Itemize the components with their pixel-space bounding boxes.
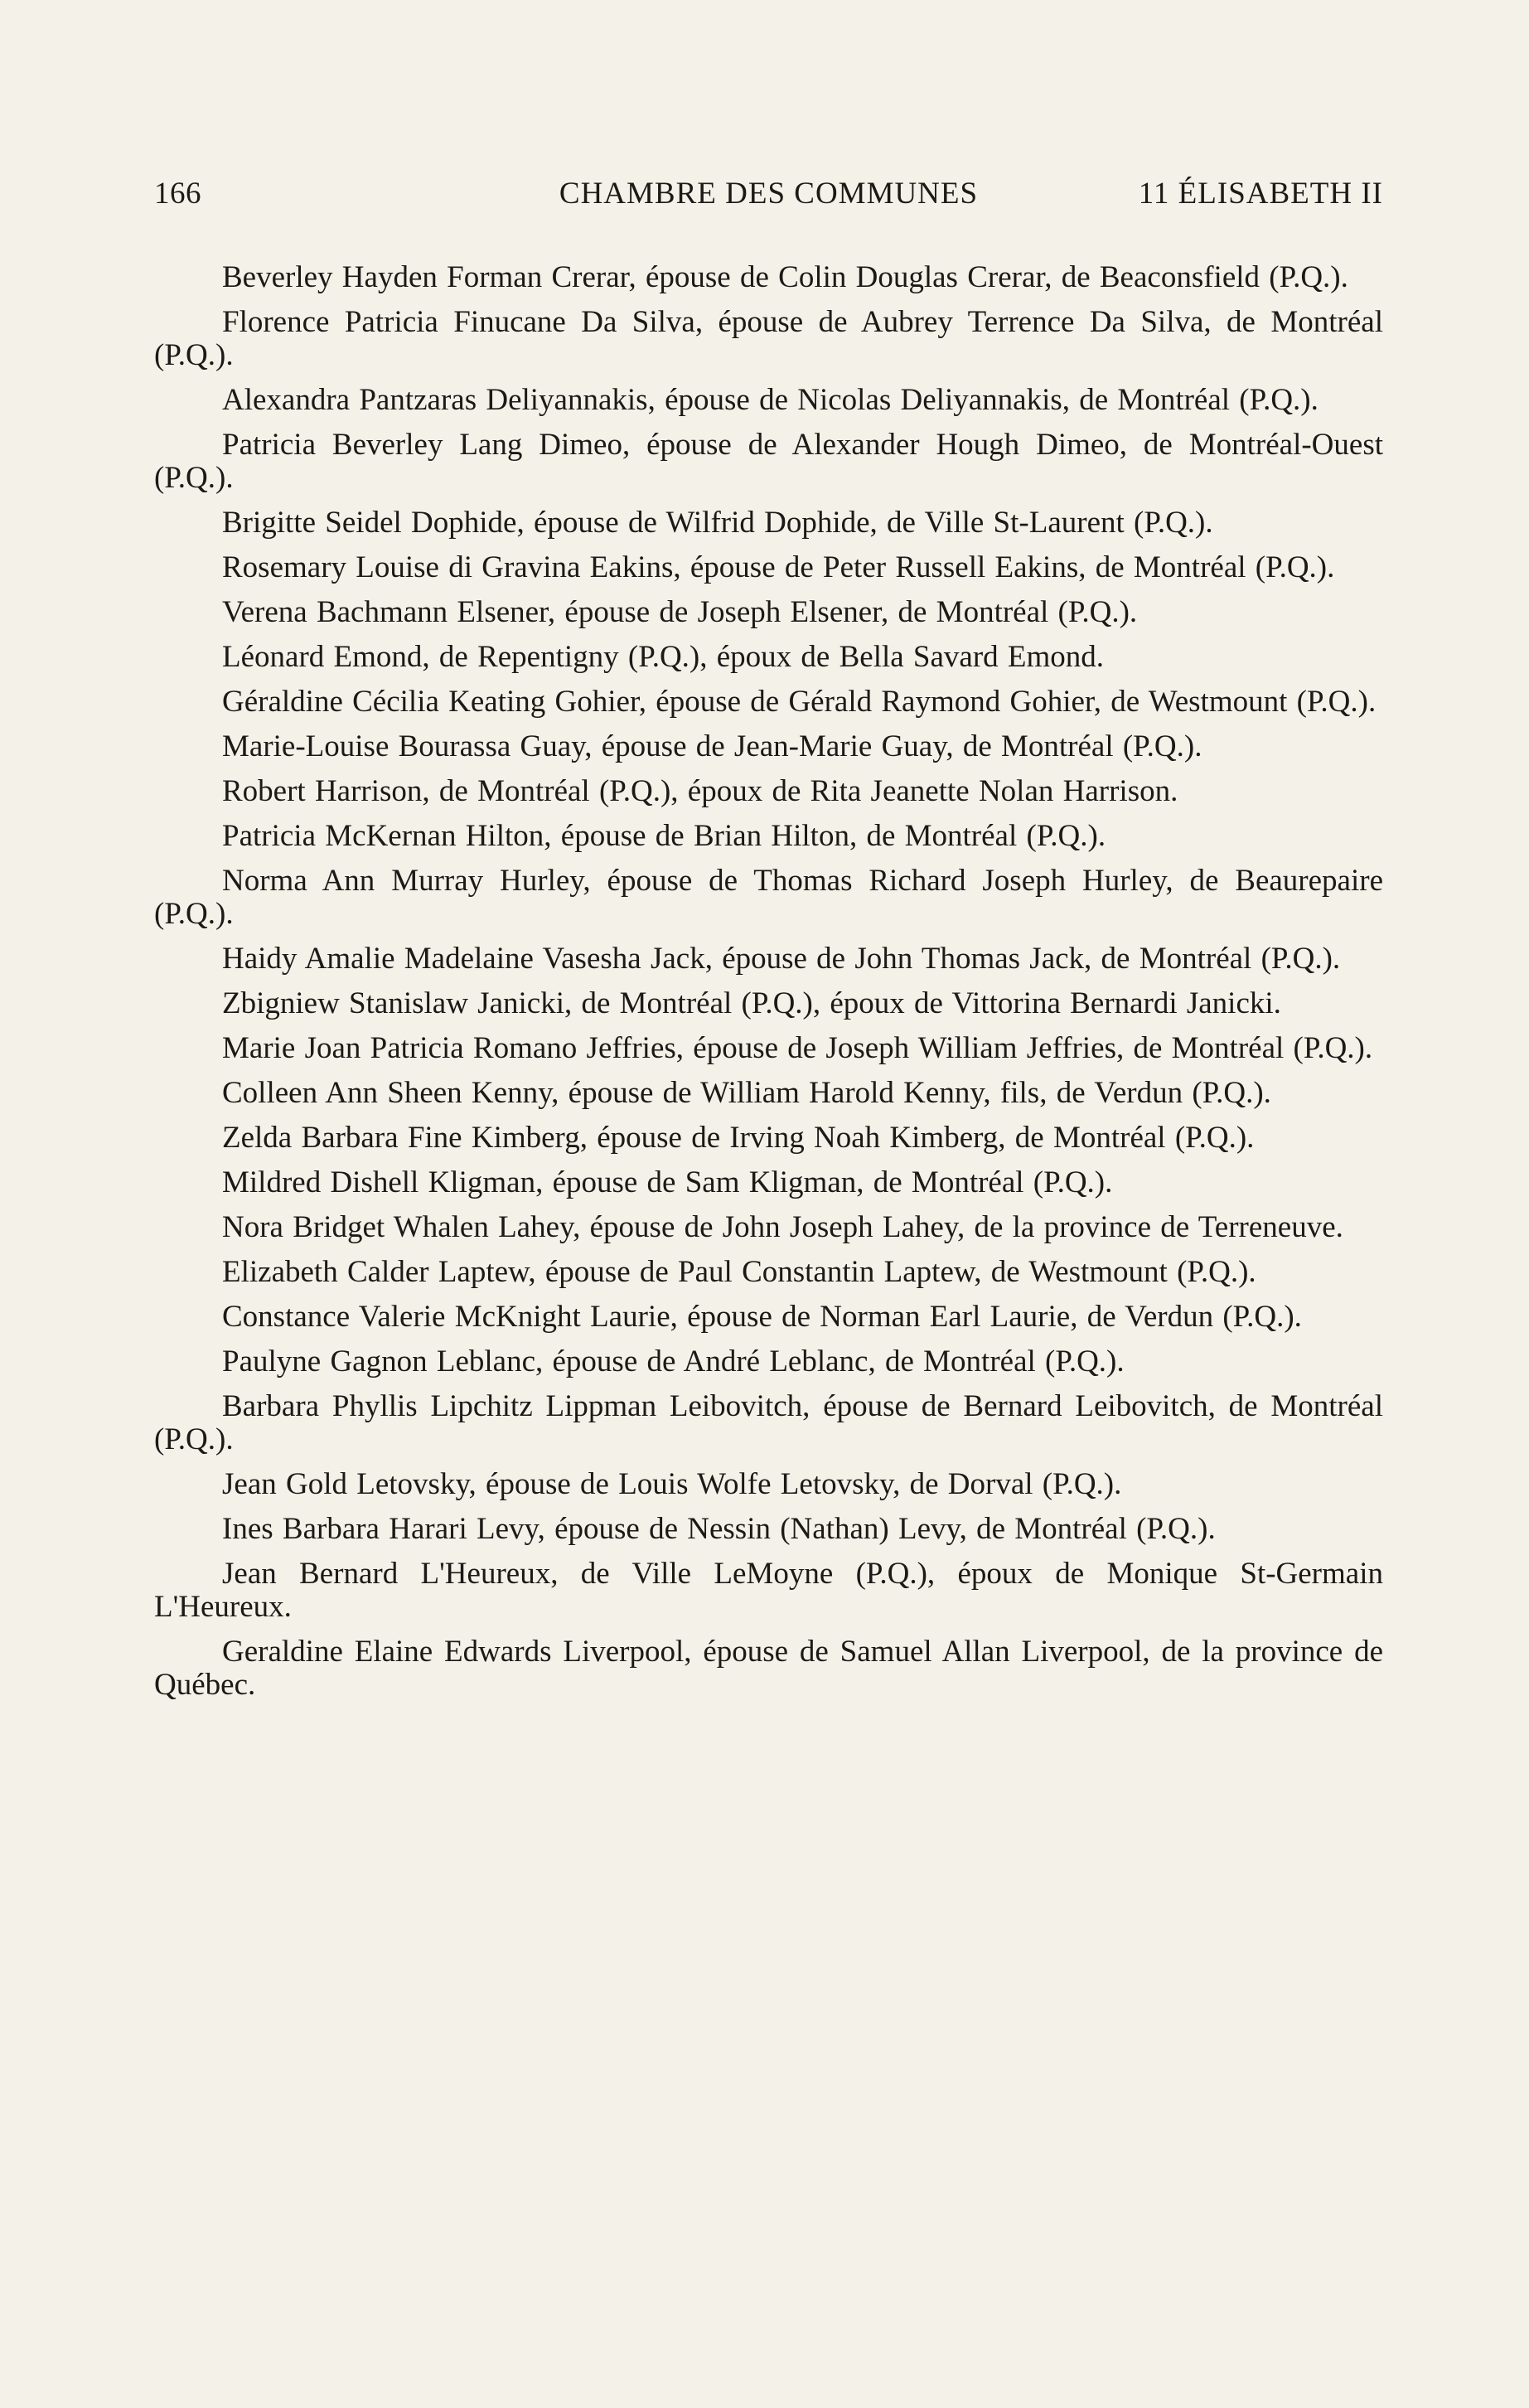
entry-levy: Ines Barbara Harari Levy, épouse de Nessin (Nathan) Levy, de Montréal (P.Q.). [222, 1512, 1216, 1546]
entry-gohier: Géraldine Cécilia Keating Gohier, épouse de Gérald Raymond Gohier, de Westmount (P.Q.). [222, 685, 1377, 719]
entry-lahey: Nora Bridget Whalen Lahey, épouse de John Joseph Lahey, de la province de Terreneuve. [222, 1210, 1343, 1244]
entry-crerar: Beverley Hayden Forman Crerar, épouse de Colin Douglas Crerar, de Beaconsfield (P.Q.). [222, 260, 1348, 294]
entry-kenny: Colleen Ann Sheen Kenny, épouse de William Harold Kenny, fils, de Verdun (P.Q.). [222, 1076, 1271, 1110]
regnal-year: 11 ÉLISABETH II [1138, 177, 1383, 211]
entry-laurie: Constance Valerie McKnight Laurie, épouse de Norman Earl Laurie, de Verdun (P.Q.). [222, 1300, 1302, 1334]
entry-elsener: Verena Bachmann Elsener, épouse de Joseph Elsener, de Montréal (P.Q.). [222, 595, 1138, 629]
entry-jeffries: Marie Joan Patricia Romano Jeffries, épouse de Joseph William Jeffries, de Montréal (P.Q.). [222, 1031, 1373, 1065]
entry-liverpool: Geraldine Elaine Edwards Liverpool, épouse de Samuel Allan Liverpool, de la province de Québec. [154, 1635, 1383, 1702]
page-number: 166 [154, 177, 201, 211]
entry-kimberg: Zelda Barbara Fine Kimberg, épouse de Irving Noah Kimberg, de Montréal (P.Q.). [222, 1121, 1255, 1155]
entry-leibovitch: Barbara Phyllis Lipchitz Lippman Leibovitch, épouse de Bernard Leibovitch, de Montréal (P.Q.). [154, 1389, 1383, 1456]
entry-kligman: Mildred Dishell Kligman, épouse de Sam Kligman, de Montréal (P.Q.). [222, 1165, 1113, 1199]
entry-da-silva: Florence Patricia Finucane Da Silva, épouse de Aubrey Terrence Da Silva, de Montréal (P.Q.). [154, 305, 1383, 372]
entry-guay: Marie-Louise Bourassa Guay, épouse de Jean-Marie Guay, de Montréal (P.Q.). [222, 729, 1202, 763]
running-head [154, 176, 1383, 219]
entry-letovsky: Jean Gold Letovsky, épouse de Louis Wolfe Letovsky, de Dorval (P.Q.). [222, 1467, 1122, 1501]
entry-emond: Léonard Emond, de Repentigny (P.Q.), époux de Bella Savard Emond. [222, 640, 1105, 674]
entry-deliyannakis: Alexandra Pantzaras Deliyannakis, épouse de Nicolas Deliyannakis, de Montréal (P.Q.). [222, 383, 1319, 417]
entry-laptew: Elizabeth Calder Laptew, épouse de Paul Constantin Laptew, de Westmount (P.Q.). [222, 1255, 1256, 1289]
journal-title: CHAMBRE DES COMMUNES [559, 177, 979, 211]
entry-janicki: Zbigniew Stanislaw Janicki, de Montréal (P.Q.), époux de Vittorina Bernardi Janicki. [222, 986, 1281, 1020]
entry-dophide: Brigitte Seidel Dophide, épouse de Wilfrid Dophide, de Ville St-Laurent (P.Q.). [222, 506, 1213, 540]
entry-eakins: Rosemary Louise di Gravina Eakins, épouse de Peter Russell Eakins, de Montréal (P.Q.). [222, 550, 1335, 584]
entry-harrison: Robert Harrison, de Montréal (P.Q.), époux de Rita Jeanette Nolan Harrison. [222, 774, 1178, 808]
entry-jack: Haidy Amalie Madelaine Vasesha Jack, épouse de John Thomas Jack, de Montréal (P.Q.). [222, 942, 1341, 976]
entry-hurley: Norma Ann Murray Hurley, épouse de Thomas Richard Joseph Hurley, de Beaurepaire (P.Q.). [154, 864, 1383, 931]
entry-leblanc: Paulyne Gagnon Leblanc, épouse de André Leblanc, de Montréal (P.Q.). [222, 1345, 1125, 1378]
entries-list [154, 261, 1383, 1713]
entry-hilton: Patricia McKernan Hilton, épouse de Brian Hilton, de Montréal (P.Q.). [222, 819, 1106, 853]
entry-dimeo: Patricia Beverley Lang Dimeo, épouse de Alexander Hough Dimeo, de Montréal-Ouest (P.Q.). [154, 428, 1383, 495]
entry-lheureux: Jean Bernard L'Heureux, de Ville LeMoyne (P.Q.), époux de Monique St-Germain L'Heureux. [154, 1557, 1383, 1624]
